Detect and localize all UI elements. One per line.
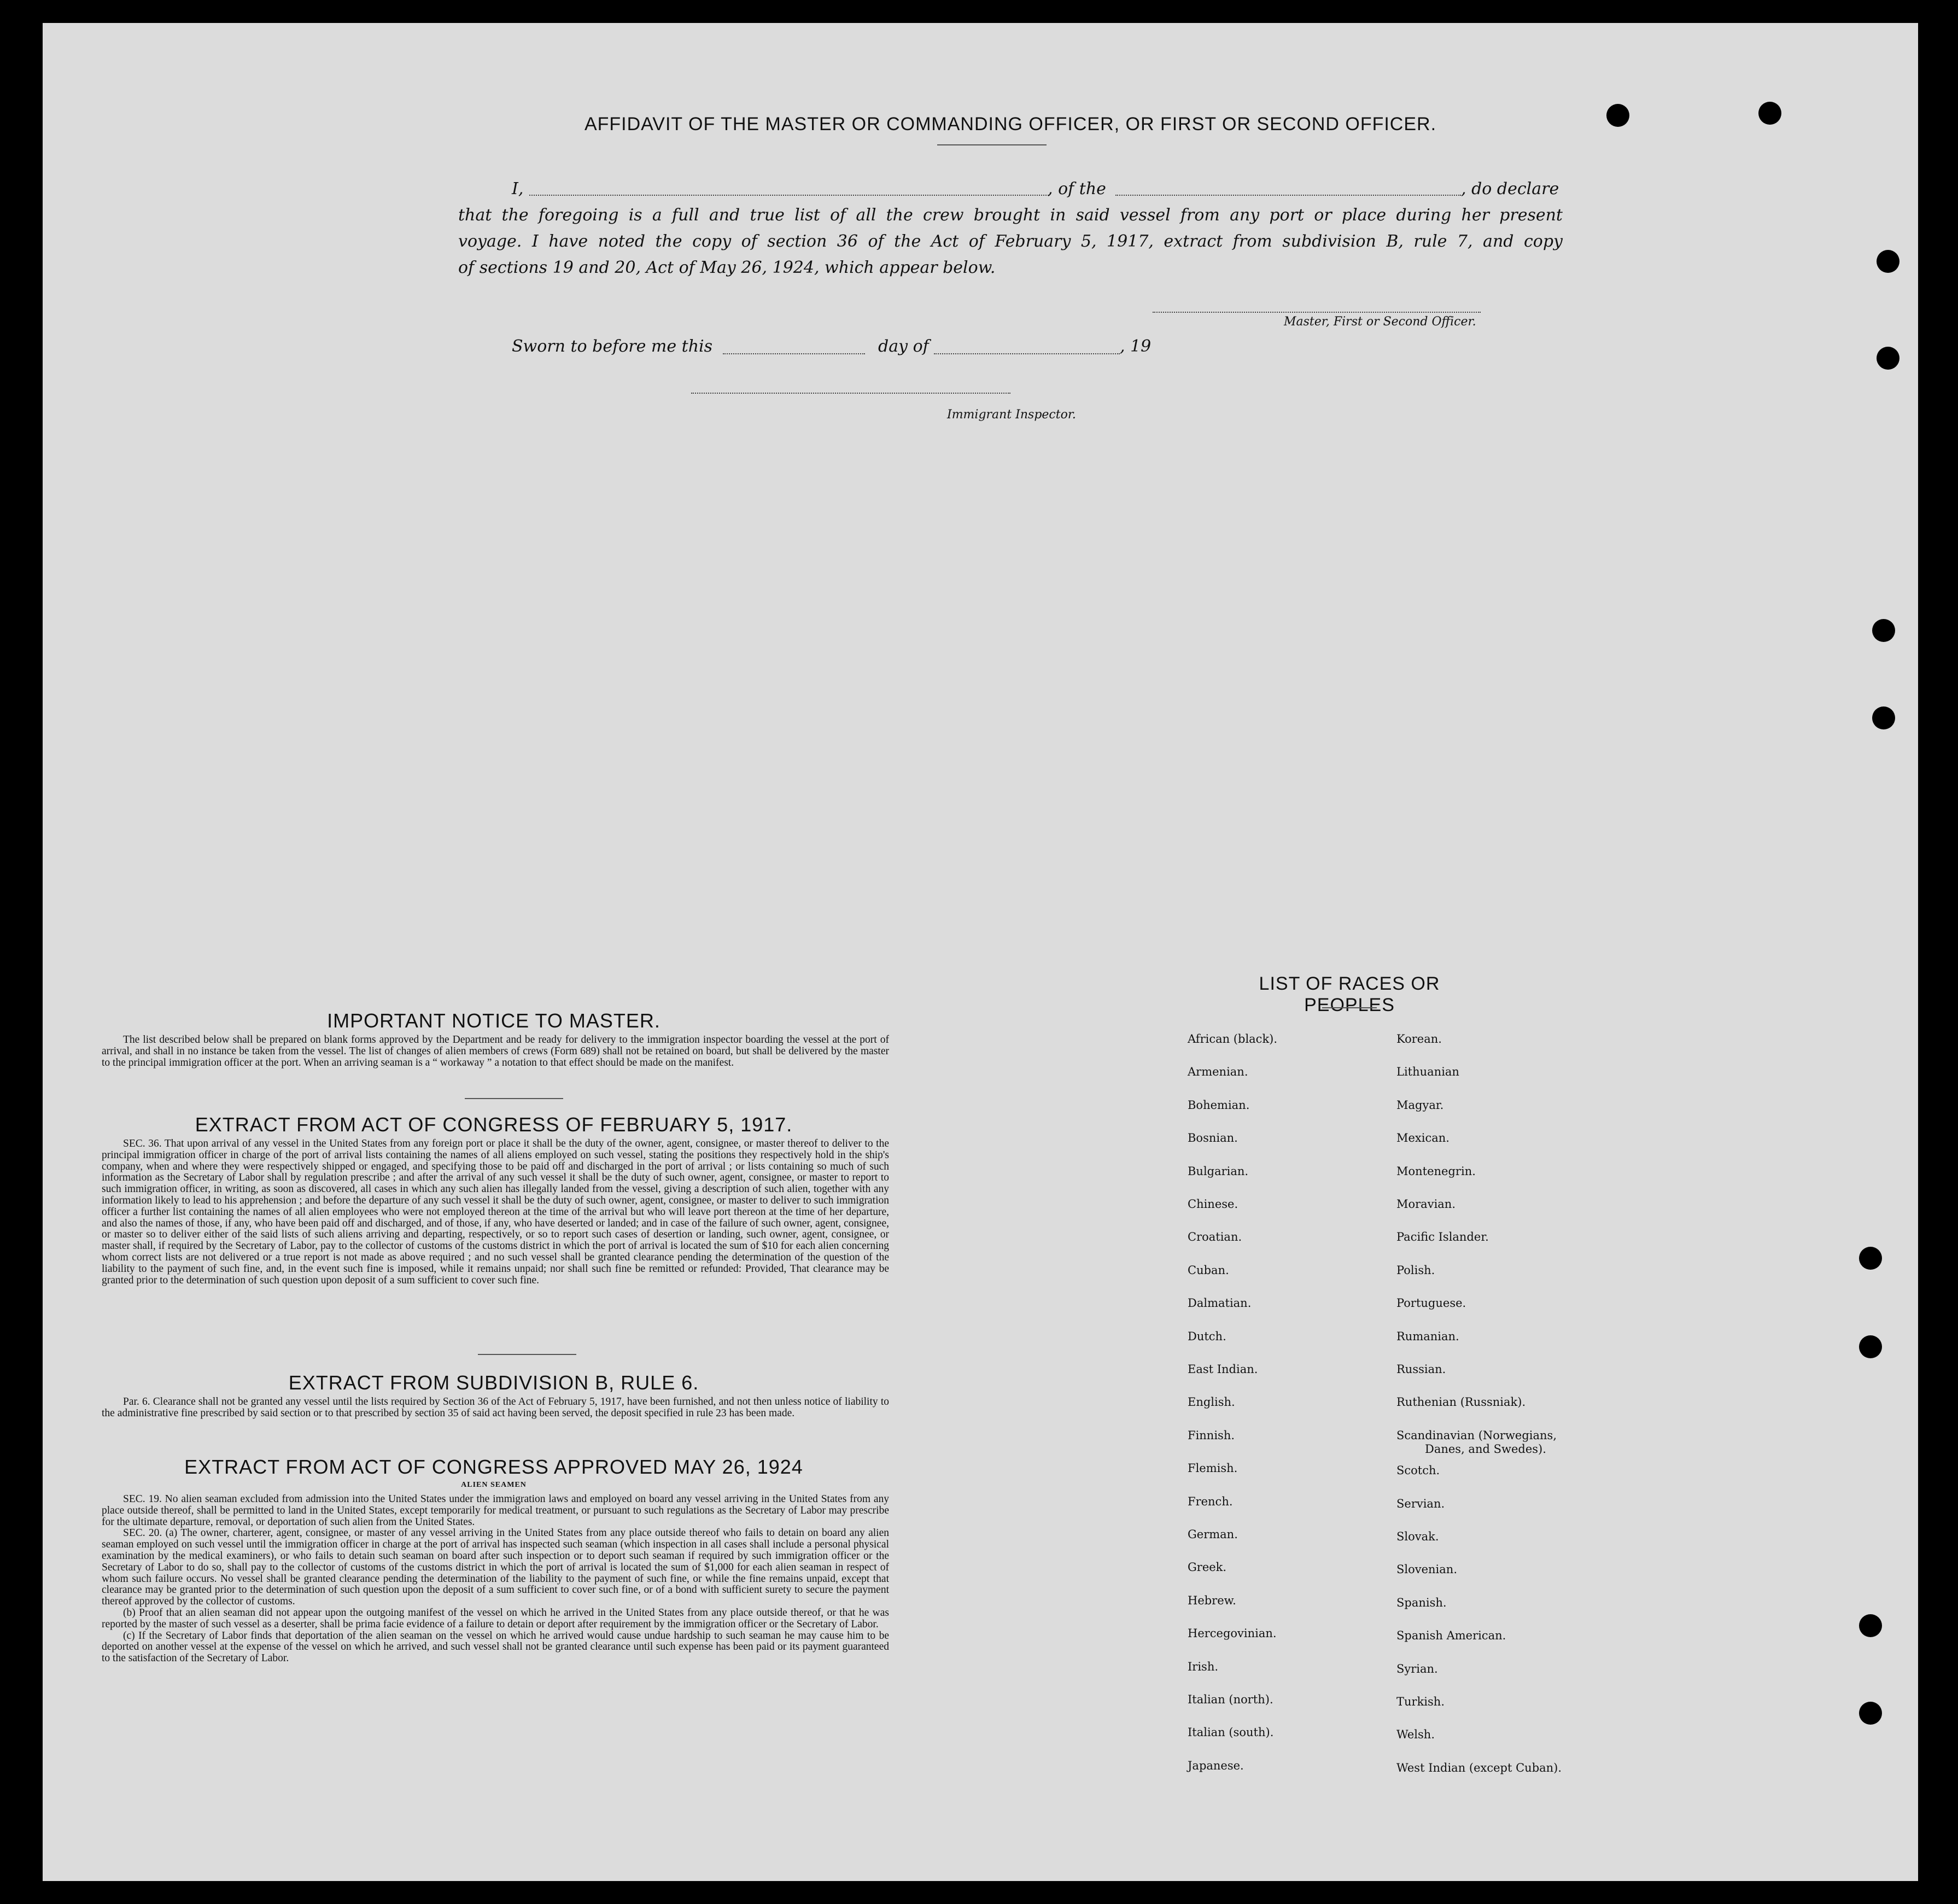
extract-1924-heading: EXTRACT FROM ACT OF CONGRESS APPROVED MAY 26, 1924 — [184, 1456, 803, 1478]
document-page — [43, 23, 1918, 1881]
race-item: Spanish American. — [1396, 1629, 1506, 1642]
race-item-continuation: Danes, and Swedes). — [1425, 1442, 1546, 1456]
race-item: Syrian. — [1396, 1662, 1438, 1675]
race-item: Japanese. — [1188, 1759, 1244, 1772]
race-item: Cuban. — [1188, 1264, 1229, 1277]
race-item: Rumanian. — [1396, 1330, 1459, 1343]
section-20a-paragraph: SEC. 20. (a) The owner, charterer, agent, consignee, or master of any vessel arriving in the United States from any place outside thereof who fails to detain on board any alien seaman employed on such vessel until the immigration officer in charge at the port of arrival has inspected such seaman (which inspection in all cases shall include a personal physical examination by the medical examiners), or who fails to detain such seaman on board after such inspection or to deport such seaman if required by such immigration officer or the Secretary of Labor to do so, shall pay to the collector of customs of the customs district in which the port of arrival is located the sum of $1,000 for each alien seaman in respect of whom such failure occurs. No vessel shall be granted clearance pending the determination of the liability to the payment of such fine, or while the fine remains unpaid, except that clearance may be granted prior to the determination of such question upon the deposit of a sum sufficient to cover such fine, or of a bond with sufficient surety to secure the payment thereof approved by the collector of customs. — [102, 1527, 889, 1608]
race-item: Moravian. — [1396, 1198, 1456, 1211]
race-item: Polish. — [1396, 1264, 1435, 1277]
signature-caption: Master, First or Second Officer. — [1284, 315, 1476, 329]
race-item: Italian (south). — [1188, 1726, 1274, 1739]
extract-1924-text — [102, 1494, 889, 1664]
sworn-month-field[interactable] — [934, 353, 1120, 354]
punch-hole — [1877, 347, 1899, 370]
punch-hole — [1872, 619, 1895, 642]
affidavit-heading: AFFIDAVIT OF THE MASTER OR COMMANDING OFFICER, OR FIRST OR SECOND OFFICER. — [584, 114, 1437, 135]
race-item: Turkish. — [1396, 1695, 1445, 1708]
punch-hole — [1758, 102, 1781, 125]
race-item: Montenegrin. — [1396, 1165, 1476, 1178]
officer-name-field[interactable] — [529, 195, 1049, 196]
vessel-name-field[interactable] — [1115, 195, 1461, 196]
race-item: Irish. — [1188, 1660, 1219, 1673]
race-item: Dutch. — [1188, 1330, 1226, 1343]
race-item: Bohemian. — [1188, 1099, 1250, 1112]
year-label: , 19 — [1120, 337, 1152, 356]
punch-hole — [1872, 706, 1895, 729]
race-item: Italian (north). — [1188, 1693, 1273, 1706]
race-item: Flemish. — [1188, 1462, 1238, 1475]
race-item: Bosnian. — [1188, 1131, 1238, 1144]
affidavit-body-line: voyage. I have noted the copy of section 36 of the Act of February 5, 1917, extract from subdivision B, rule 7, and copy — [458, 232, 1563, 251]
race-item: Greek. — [1188, 1561, 1227, 1574]
race-item: Magyar. — [1396, 1099, 1444, 1112]
punch-hole — [1859, 1614, 1882, 1637]
race-item: Mexican. — [1396, 1131, 1449, 1144]
race-item: Russian. — [1396, 1363, 1446, 1376]
race-item: Hercegovinian. — [1188, 1627, 1277, 1640]
race-item: Croatian. — [1188, 1230, 1242, 1243]
race-item: German. — [1188, 1528, 1238, 1541]
notice-text — [102, 1035, 889, 1068]
race-item: Slovenian. — [1396, 1563, 1457, 1576]
race-item: Bulgarian. — [1188, 1165, 1249, 1178]
sworn-label: Sworn to before me this — [512, 337, 713, 356]
race-item: African (black). — [1188, 1032, 1278, 1046]
punch-hole — [1606, 104, 1629, 127]
notice-heading: IMPORTANT NOTICE TO MASTER. — [327, 1009, 661, 1032]
section-36-paragraph: SEC. 36. That upon arrival of any vessel in the United States from any foreign port or place it shall be the duty of the owner, agent, consignee, or master thereof to deliver to the principal immigration officer in charge of the port of arrival lists containing the names of all aliens employed on such vessel, stating the positions they respectively hold in the ship's company, when and where they were respectively shipped or engaged, and specifying those to be paid off and discharged in the port of arrival ; or lists containing so much of such information as the Secretary of Labor shall by regulation prescribe ; and after the arrival of any such vessel it shall be the duty of such owner, agent, consignee, or master to report to such immigration officer, in writing, as soon as discovered, all cases in which any such alien has illegally landed from the vessel, giving a description of such alien, together with any information likely to lead to his apprehension ; and before the departure of any such vessel it shall be the duty of such owner, agent, consignee, or master to deliver to such immigration officer a further list containing the names of all alien employees who were not employed thereon at the time of the arrival but who will leave port thereon at the time of her departure, and also the names of those, if any, who have been paid off and discharged, and of those, if any, who have deserted or landed; and in case of the failure of such owner, agent, consignee, or master so to deliver either of the said lists of such aliens arriving and departing, respectively, or so to report such cases of desertion or landing, such owner, agent, consignee, or master shall, if required by the Secretary of Labor, pay to the collector of customs of the customs district in which the port of arrival is located the sum of $10 for each alien concerning whom correct lists are not delivered or a true report is not made as above required ; and no such vessel shall be granted clearance pending the determination of the question of the liability to the payment of such fine, and, in the event such fine is imposed, while it remains unpaid; nor shall such fine be remitted or refunded: Provided, That clearance may be granted prior to the determination of such question upon deposit of a sum sufficient to cover such fine. — [102, 1138, 889, 1286]
race-item: English. — [1188, 1395, 1235, 1409]
race-item: French. — [1188, 1495, 1233, 1508]
affidavit-body-line: of sections 19 and 20, Act of May 26, 1924, which appear below. — [458, 258, 996, 277]
race-item: Korean. — [1396, 1032, 1442, 1046]
race-item: Dalmatian. — [1188, 1296, 1252, 1310]
heading-divider — [937, 144, 1047, 145]
race-item: Scotch. — [1396, 1464, 1440, 1477]
extract-rule6-heading: EXTRACT FROM SUBDIVISION B, RULE 6. — [288, 1371, 699, 1394]
race-item: Portuguese. — [1396, 1296, 1466, 1310]
race-item: Finnish. — [1188, 1429, 1235, 1442]
race-item: Chinese. — [1188, 1198, 1238, 1211]
section-divider — [465, 1098, 563, 1099]
day-of-label: day of — [878, 337, 929, 356]
races-divider — [1322, 1007, 1377, 1008]
section-20b-paragraph: (b) Proof that an alien seaman did not appear upon the outgoing manifest of the vessel on which he arrived in the United States from any place outside thereof, or that he was reported by the master of such vessel as a deserter, shall be prima facie evidence of a failure to detain or deport after requirement by the immigration officer or the Secretary of Labor. — [102, 1607, 889, 1630]
punch-hole — [1859, 1702, 1882, 1725]
section-divider — [478, 1354, 576, 1355]
race-item: Lithuanian — [1396, 1065, 1459, 1078]
race-item: Welsh. — [1396, 1728, 1435, 1741]
extract-1917-text — [102, 1138, 889, 1286]
extract-1917-heading: EXTRACT FROM ACT OF CONGRESS OF FEBRUARY 5, 1917. — [195, 1113, 793, 1136]
race-item: Scandinavian (Norwegians, — [1396, 1429, 1557, 1442]
punch-hole — [1859, 1247, 1882, 1270]
race-item: Hebrew. — [1188, 1594, 1236, 1607]
race-item: Servian. — [1396, 1497, 1445, 1510]
races-heading: LIST OF RACES OR PEOPLES — [1259, 973, 1440, 1015]
race-item: Spanish. — [1396, 1596, 1447, 1609]
section-19-paragraph: SEC. 19. No alien seaman excluded from admission into the United States under the immigration laws and employed on board any vessel arriving in the United States from any place outside thereof, shall be permitted to land in the United States, except temporarily for medical treatment, or pursuant to such regulations as the Secretary of Labor may prescribe for the ultimate departure, removal, or deportation of such alien from the United States. — [102, 1493, 889, 1528]
inspector-caption: Immigrant Inspector. — [947, 408, 1076, 422]
affidavit-of-the-label: , of the — [1048, 179, 1106, 198]
race-item: East Indian. — [1188, 1363, 1258, 1376]
affidavit-i-label: I, — [512, 179, 524, 198]
notice-paragraph: The list described below shall be prepared on blank forms approved by the Department and be ready for delivery to the immigration inspector boarding the vessel at the port of arrival, and shall in no instance be taken from the vessel. The list of changes of alien members of crews (Form 689) shall not be retained on board, but shall be delivered by the master to the principal immigration officer at the port. When an arriving seaman is a “ workaway ” a notation to that effect should be made on the manifest. — [102, 1034, 889, 1068]
punch-hole — [1877, 250, 1899, 273]
race-item: Armenian. — [1188, 1065, 1248, 1078]
affidavit-do-declare-label: , do declare — [1461, 179, 1559, 198]
sworn-day-field[interactable] — [723, 353, 865, 354]
race-item: Slovak. — [1396, 1530, 1439, 1543]
alien-seamen-subheading: ALIEN SEAMEN — [461, 1481, 527, 1489]
master-signature-field[interactable] — [1153, 312, 1481, 313]
race-item: West Indian (except Cuban). — [1396, 1761, 1562, 1774]
section-20c-paragraph: (c) If the Secretary of Labor finds that deportation of the alien seaman on the vessel on which he arrived would cause undue hardship to such seaman he may cause him to be deported on another vessel at the expense of the vessel on which he arrived, and such vessel shall not be granted clearance until such expense has been paid or its payment guaranteed to the satisfaction of the Secretary of Labor. — [102, 1630, 889, 1664]
race-item: Pacific Islander. — [1396, 1230, 1489, 1243]
race-item: Ruthenian (Russniak). — [1396, 1395, 1526, 1409]
affidavit-body-line: that the foregoing is a full and true list of all the crew brought in said vessel from any port or place during her present — [458, 206, 1563, 225]
inspector-signature-field[interactable] — [691, 393, 1010, 394]
punch-hole — [1859, 1335, 1882, 1358]
par-6-paragraph: Par. 6. Clearance shall not be granted any vessel until the lists required by Section 36 of the Act of February 5, 1917, have been furnished, and not then unless notice of liability to the administrative fine prescribed by said section or to that prescribed by section 35 of said act having been served, the deposit specified in rule 23 has been made. — [102, 1396, 889, 1419]
extract-rule6-text — [102, 1397, 889, 1420]
